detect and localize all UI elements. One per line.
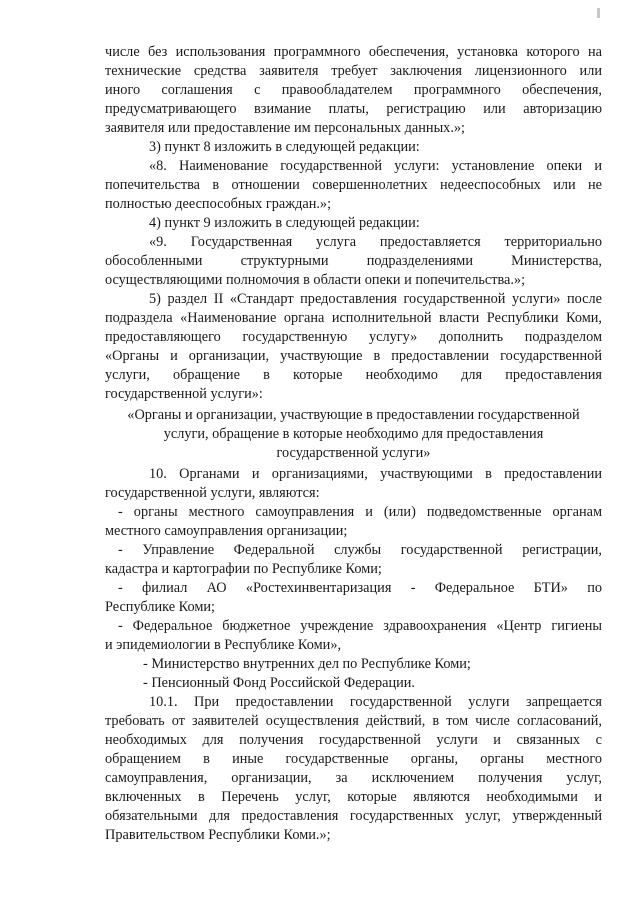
section-heading: «Органы и организации, участвующие в предоставлении государственной xyxy=(127,407,580,423)
text-line: Республике Коми; xyxy=(105,599,216,615)
text-line: «9. Государственная услуга предоставляется территориально xyxy=(149,234,602,250)
text-line: осуществляющими полномочия в области опеки и попечительства.»; xyxy=(105,272,526,288)
text-line: предоставляющего государственную услугу» дополнить подразделом xyxy=(105,329,602,345)
list-item: - филиал АО «Ростехинвентаризация - Федеральное БТИ» по xyxy=(118,580,602,596)
text-line: Правительством Республики Коми.»; xyxy=(105,827,331,843)
section-heading: услуги, обращение в которые необходимо для предоставления xyxy=(163,426,544,442)
text-line: обособленными структурными подразделениями Министерства, xyxy=(105,253,602,269)
text-line: самоуправления, организации, за исключением получения услуг, xyxy=(105,770,602,786)
text-line: 5) раздел II «Стандарт предоставления государственной услуги» после xyxy=(149,291,602,307)
text-line: заявителя или предоставление им персональных данных.»; xyxy=(105,120,466,136)
text-line: числе без использования программного обеспечения, установка которого на xyxy=(105,44,602,60)
text-line: необходимых для получения государственной услуги и связанных с xyxy=(105,732,602,748)
text-line: 3) пункт 8 изложить в следующей редакции: xyxy=(149,139,420,155)
text-line: 10.1. При предоставлении государственной услуги запрещается xyxy=(149,694,602,710)
text-line: государственной услуги»: xyxy=(105,386,263,402)
list-item: - Пенсионный Фонд Российской Федерации. xyxy=(143,675,416,691)
text-line: государственной услуги, являются: xyxy=(105,485,320,501)
text-line: местного самоуправления организации; xyxy=(105,523,348,539)
text-line: и эпидемиологии в Республике Коми», xyxy=(105,637,342,653)
text-line: услуги, обращение в которые необходимо для предоставления xyxy=(105,367,602,383)
text-line: обращением в иные государственные органы, органы местного xyxy=(105,751,602,767)
list-item: - Федеральное бюджетное учреждение здравоохранения «Центр гигиены xyxy=(118,618,602,634)
text-line: обязательными для предоставления государственных услуг, утвержденный xyxy=(105,808,602,824)
text-line: попечительства в отношении совершеннолетних недееспособных или не xyxy=(105,177,602,193)
text-line: предусматривающего взимание платы, регистрацию или авторизацию xyxy=(105,101,602,117)
list-item: - Министерство внутренних дел по Республике Коми; xyxy=(143,656,471,672)
section-heading: государственной услуги» xyxy=(276,445,431,461)
list-item: - органы местного самоуправления и (или) подведомственные органам xyxy=(118,504,602,520)
text-line: 4) пункт 9 изложить в следующей редакции: xyxy=(149,215,420,231)
text-line: «Органы и организации, участвующие в предоставлении государственной xyxy=(105,348,602,364)
text-line: «8. Наименование государственной услуги: установление опеки и xyxy=(149,158,602,174)
text-line: подраздела «Наименование органа исполнительной власти Республики Коми, xyxy=(105,310,602,326)
text-line: технические средства заявителя требует заключения лицензионного или xyxy=(105,63,602,79)
text-line: требовать от заявителей осуществления действий, в том числе согласований, xyxy=(105,713,602,729)
text-line: 10. Органами и организациями, участвующими в предоставлении xyxy=(149,466,602,482)
text-line: полностью дееспособных граждан.»; xyxy=(105,196,332,212)
list-item: - Управление Федеральной службы государственной регистрации, xyxy=(118,542,602,558)
text-line: включенных в Перечень услуг, которые являются необходимыми и xyxy=(105,789,602,805)
text-line: иного соглашения с правообладателем программного обеспечения, xyxy=(105,82,602,98)
text-line: кадастра и картографии по Республике Коми; xyxy=(105,561,382,577)
scan-mark xyxy=(597,8,600,18)
